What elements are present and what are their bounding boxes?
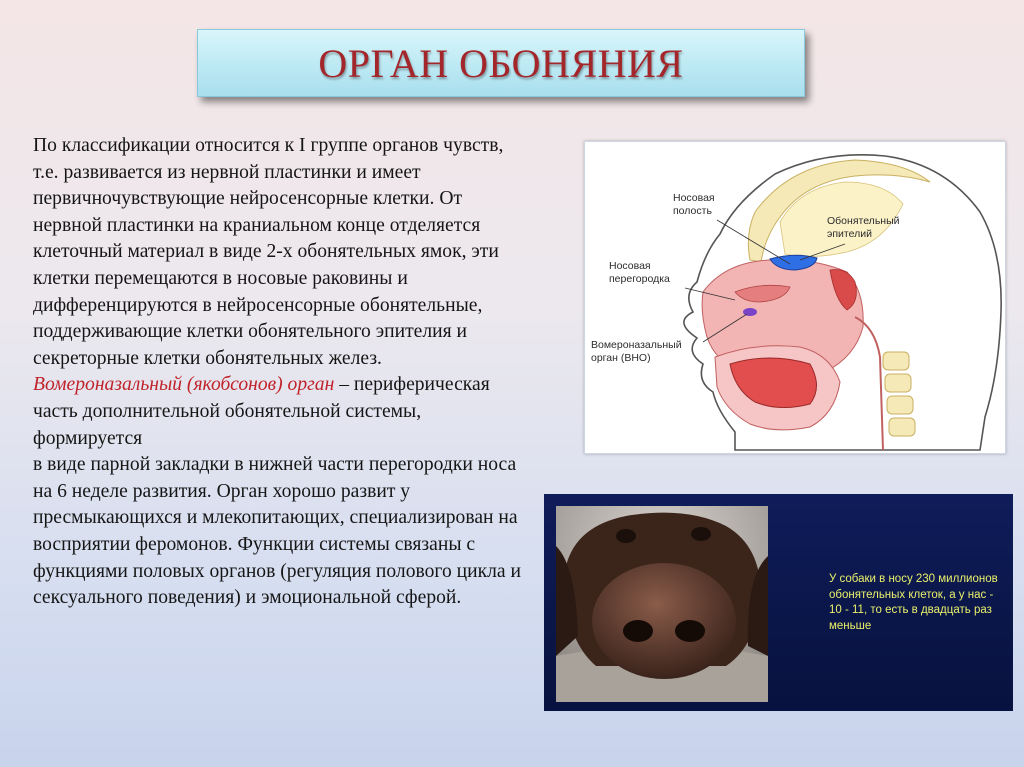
head-anatomy-illustration <box>585 142 1005 453</box>
dog-fact-panel <box>544 494 1013 711</box>
vno-description-cont: в виде парной закладки в нижней части перегородки носа на 6 неделе развития. Орган хорошо развит у пресмыкающихся и млекопитающих, специализирован на восприятии феромонов. Функции системы связаны с функциями половых органов (регуляция полового цикла и сексуального поведения) и эмоциональной сферой. <box>33 454 522 609</box>
dog-nostril-right <box>675 620 705 642</box>
dog-illustration <box>556 506 768 702</box>
dog-eye-left <box>616 529 636 543</box>
label-olfactory-epithelium: Обонятельный эпителий <box>827 215 900 240</box>
vno-term: Вомероназальный (якобсонов) орган <box>33 374 335 396</box>
vertebra-3 <box>887 396 913 414</box>
dog-nostril-left <box>623 620 653 642</box>
body-text <box>33 133 533 612</box>
dog-nose <box>592 563 736 679</box>
head-anatomy-diagram <box>584 141 1006 454</box>
vno-description: – периферическая часть дополнительной обонятельной системы, формируется <box>33 374 490 449</box>
label-nasal-cavity: Носовая полость <box>673 192 715 217</box>
dog-fact-caption: У собаки в носу 230 миллионов обонятельных клеток, а у нас - 10 - 11, то есть в двадцать раз меньше <box>829 573 998 632</box>
label-nasal-septum: Носовая перегородка <box>609 260 670 285</box>
dog-eye-right <box>691 527 711 541</box>
title-banner <box>197 29 805 97</box>
dog-nose-photo <box>556 506 768 702</box>
vertebra-1 <box>883 352 909 370</box>
paragraph-classification: По классификации относится к I группе органов чувств, т.е. развивается из нервной пластинки и имеет первичночувствующие нейросенсорные клетки. От нервной пластинки на краниальном конце отделяется клеточный материал в виде 2-х обонятельных ямок, эти клетки перемещаются в носовые раковины и дифференцируются в нейросенсорные обонятельные, поддерживающие клетки обонятельного эпителия и секреторные клетки обонятельных желез. <box>33 135 504 369</box>
vertebra-2 <box>885 374 911 392</box>
label-vno: Вомероназальный орган (ВНО) <box>591 339 682 364</box>
slide-title: ОРГАН ОБОНЯНИЯ <box>318 40 684 86</box>
paragraph-vno <box>33 372 533 611</box>
vertebra-4 <box>889 418 915 436</box>
